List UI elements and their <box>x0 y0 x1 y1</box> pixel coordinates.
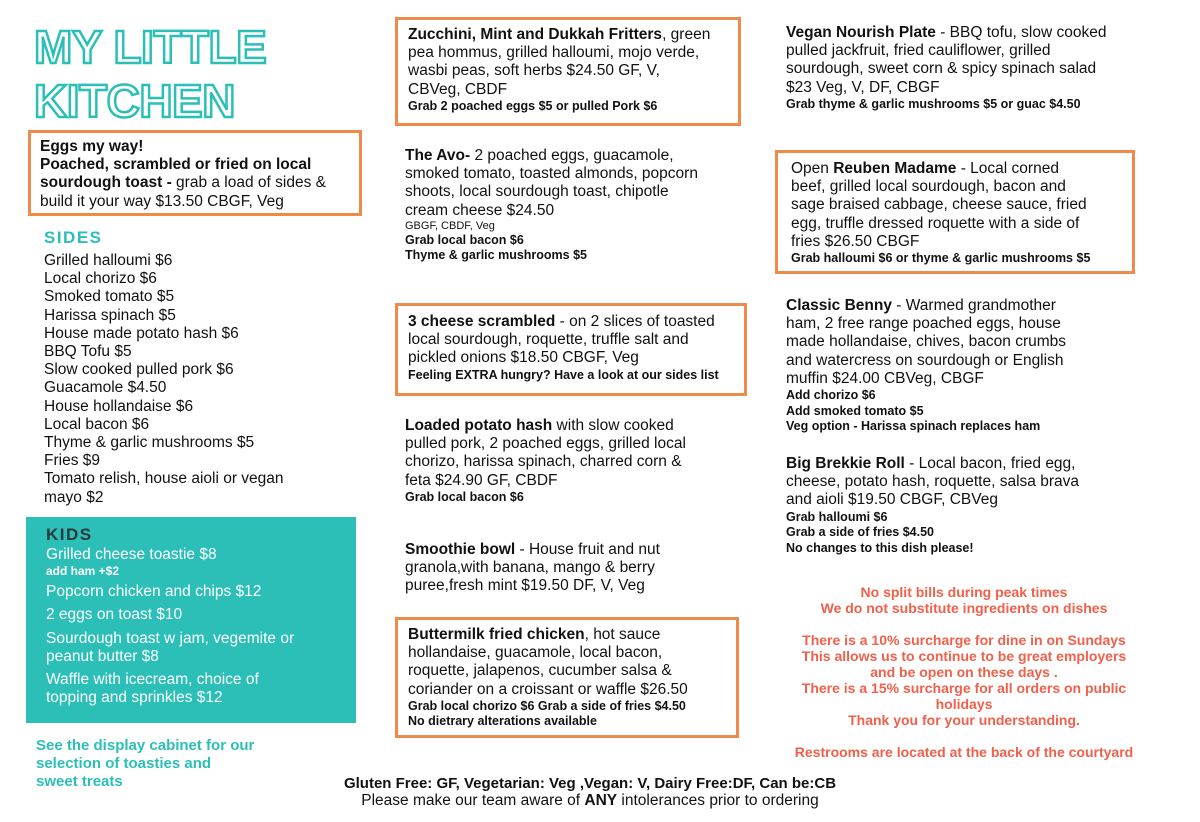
dish-title-line <box>786 24 1166 42</box>
classic-benny-item <box>786 297 1166 435</box>
side-item: Local bacon $6 <box>44 415 150 433</box>
eggs-desc <box>40 174 350 192</box>
side-item: House made potato hash $6 <box>44 324 239 342</box>
dish-title-line <box>405 147 745 165</box>
dish-desc: - Warmed grandmother <box>891 297 1056 314</box>
dish-desc: sage braised cabbage, cheese sauce, fried <box>791 196 1087 214</box>
side-item: Slow cooked pulled pork $6 <box>44 361 234 379</box>
dish-desc: - BBQ tofu, slow cooked <box>935 24 1107 41</box>
side-item: Guacamole $4.50 <box>44 379 167 397</box>
dish-desc: wasbi peas, soft herbs $24.50 GF, V, <box>408 62 660 80</box>
dish-name: Vegan Nourish Plate <box>786 24 936 41</box>
cabinet-line: See the display cabinet for our <box>36 737 255 754</box>
cabinet-line: sweet treats <box>36 773 123 791</box>
legend-text: intolerances prior to ordering <box>617 792 819 809</box>
dish-title-line <box>786 297 1166 315</box>
dish-desc: CBVeg, CBDF <box>408 80 508 98</box>
dish-extra: Feeling EXTRA hungry? Have a look at our sides list <box>408 367 719 382</box>
sides-section <box>44 228 344 507</box>
side-item: Thyme & garlic mushrooms $5 <box>44 434 255 452</box>
legend-key: Gluten Free: GF, Vegetarian: Veg ,Vegan: V, Dairy Free:DF, Can be:CB <box>343 775 837 792</box>
dish-extra: Grab 2 poached eggs $5 or pulled Pork $6 <box>408 98 658 113</box>
dish-desc: egg, truffle dressed roquette with a side of <box>791 214 1080 232</box>
dish-name: Reuben Madame <box>833 160 957 177</box>
dish-desc: - Local corned <box>956 160 1059 177</box>
eggs-rest: grab a load of sides & <box>176 174 326 192</box>
title-line-2: KITCHEN <box>34 75 235 127</box>
dish-desc: local sourdough, roquette, truffle salt and <box>408 331 689 349</box>
dish-title-line <box>405 417 745 435</box>
legend-text: Please make our team aware of <box>361 792 585 809</box>
cabinet-line: selection of toasties and <box>36 755 212 773</box>
dish-desc: , green <box>662 26 711 43</box>
dish-name: The Avo- <box>405 147 471 164</box>
dish-desc: hollandaise, guacamole, local bacon, <box>408 644 663 662</box>
kids-item: topping and sprinkles $12 <box>46 689 223 707</box>
notice-line: We do not substitute ingredients on dishes <box>820 600 1108 616</box>
kids-item: Sourdough toast w jam, vegemite or <box>46 629 295 647</box>
kids-menu-panel <box>26 517 356 723</box>
notice-line: holidays <box>935 696 993 712</box>
dish-extra: Grab halloumi $6 <box>786 509 888 524</box>
dish-desc: 2 poached eggs, guacamole, <box>470 147 674 164</box>
notice-line: No split bills during peak times <box>860 584 1068 600</box>
the-avo-item <box>405 147 745 264</box>
side-item: mayo $2 <box>44 488 104 506</box>
dish-desc: - Local bacon, fried egg, <box>904 455 1076 472</box>
dish-desc: muffin $24.00 CBVeg, CBGF <box>786 369 984 387</box>
dish-extra: Grab local chorizo $6 Grab a side of fries $4.50 <box>408 698 686 713</box>
dish-desc: shoots, local sourdough toast, chipotle <box>405 183 669 201</box>
big-brekkie-roll-item <box>786 455 1166 556</box>
dish-extra: No dietrary alterations available <box>408 714 597 729</box>
dish-desc: pickled onions $18.50 CBGF, Veg <box>408 349 639 367</box>
dish-name: Smoothie bowl <box>405 541 516 558</box>
eggs-subheading: Poached, scrambled or fried on local <box>40 156 312 174</box>
dish-desc: and aioli $19.50 CBGF, CBVeg <box>786 491 998 509</box>
notice-line: and be open on these days . <box>870 664 1058 680</box>
side-item: House hollandaise $6 <box>44 397 194 415</box>
dish-extra: Grab thyme & garlic mushrooms $5 or guac $4.50 <box>786 96 1081 111</box>
dish-extra: Grab local bacon $6 <box>405 232 524 247</box>
dish-name: Big Brekkie Roll <box>786 455 905 472</box>
dish-desc: fries $26.50 CBGF <box>791 232 920 250</box>
dish-name: 3 cheese scrambled <box>408 313 556 330</box>
dish-desc: made hollandaise, chives, bacon crumbs <box>786 333 1067 351</box>
policy-notices <box>770 584 1158 760</box>
notice-line: There is a 15% surcharge for all orders on public <box>801 680 1127 696</box>
dish-desc: with slow cooked <box>552 417 674 434</box>
display-cabinet-note <box>36 737 326 792</box>
dish-name: Classic Benny <box>786 297 892 314</box>
dish-extra: Add smoked tomato $5 <box>786 403 924 418</box>
notice-line: There is a 10% surcharge for dine in on Sundays <box>802 632 1126 648</box>
title-line-1: MY LITTLE <box>34 21 267 73</box>
dish-desc: - on 2 slices of toasted <box>555 313 715 330</box>
vegan-nourish-item <box>786 24 1166 112</box>
eggs-price: build it your way $13.50 CBGF, Veg <box>40 192 284 210</box>
side-item: Fries $9 <box>44 452 100 470</box>
side-item: Tomato relish, house aioli or vegan <box>44 470 284 488</box>
notice-line: Thank you for your understanding. <box>848 712 1080 728</box>
eggs-bold: sourdough toast - <box>40 174 177 192</box>
dish-desc: pulled jackfruit, fried cauliflower, grilled <box>786 42 1051 60</box>
kids-item: peanut butter $8 <box>46 647 159 665</box>
side-item: BBQ Tofu $5 <box>44 343 132 361</box>
dish-desc: - House fruit and nut <box>515 541 660 558</box>
dish-desc: coriander on a croissant or waffle $26.50 <box>408 680 688 698</box>
dish-dietary: GBGF, CBDF, Veg <box>405 219 495 232</box>
side-item: Local chorizo $6 <box>44 270 157 288</box>
smoothie-bowl-item <box>405 541 745 596</box>
buttermilk-chicken-card <box>395 617 739 738</box>
menu-title <box>34 21 267 127</box>
reuben-madame-card <box>775 150 1135 274</box>
dietary-legend <box>300 775 880 810</box>
zucchini-fritters-card <box>395 17 741 126</box>
kids-heading: KIDS <box>46 525 93 544</box>
dish-title-line <box>408 313 734 331</box>
dish-name: Zucchini, Mint and Dukkah Fritters <box>408 26 663 43</box>
side-item: Smoked tomato $5 <box>44 288 175 306</box>
dish-extra: Grab halloumi $6 or thyme & garlic mushrooms $5 <box>791 251 1091 266</box>
dish-desc: sourdough, sweet corn & spicy spinach salad <box>786 60 1097 78</box>
dish-desc: smoked tomato, toasted almonds, popcorn <box>405 165 698 183</box>
dish-desc: cheese, potato hash, roquette, salsa brava <box>786 473 1079 491</box>
kids-item: Waffle with icecream, choice of <box>46 671 259 689</box>
dish-title-line <box>786 455 1166 473</box>
eggs-heading: Eggs my way! <box>40 138 144 155</box>
dish-extra: Thyme & garlic mushrooms $5 <box>405 248 588 263</box>
kids-item: 2 eggs on toast $10 <box>46 606 183 624</box>
dish-extra: No changes to this dish please! <box>786 540 974 555</box>
restrooms-notice: Restrooms are located at the back of the courtyard <box>794 744 1134 760</box>
dish-title-line <box>408 626 726 644</box>
kids-item: Grilled cheese toastie $8 <box>46 546 217 563</box>
dish-desc: pulled pork, 2 poached eggs, grilled local <box>405 435 686 453</box>
legend-intolerance-note <box>300 792 880 810</box>
dish-desc: beef, grilled local sourdough, bacon and <box>791 178 1066 196</box>
dish-title-line <box>405 541 745 559</box>
dish-desc: $23 Veg, V, DF, CBGF <box>786 78 940 96</box>
dish-extra: Add chorizo $6 <box>786 388 876 403</box>
kids-item: Popcorn chicken and chips $12 <box>46 583 262 601</box>
kids-item-note: add ham +$2 <box>46 564 120 579</box>
dish-title-line <box>408 26 728 44</box>
dish-desc: roquette, jalapenos, cucumber salsa & <box>408 662 672 680</box>
side-item: Grilled halloumi $6 <box>44 252 173 269</box>
dish-prefix: Open <box>791 160 834 177</box>
dish-desc: puree,fresh mint $19.50 DF, V, Veg <box>405 577 645 595</box>
side-item: Harissa spinach $5 <box>44 306 176 324</box>
dish-extra: Grab a side of fries $4.50 <box>786 525 934 540</box>
dish-desc: , hot sauce <box>584 626 661 643</box>
dish-name: Buttermilk fried chicken <box>408 626 585 643</box>
dish-desc: feta $24.90 GF, CBDF <box>405 471 558 489</box>
eggs-my-way-card <box>28 130 362 216</box>
dish-desc: ham, 2 free range poached eggs, house <box>786 315 1061 333</box>
dish-name: Loaded potato hash <box>405 417 553 434</box>
dish-extra: Grab local bacon $6 <box>405 489 524 504</box>
dish-desc: chorizo, harissa spinach, charred corn & <box>405 453 682 471</box>
dish-desc: pea hommus, grilled halloumi, mojo verde, <box>408 44 700 62</box>
dish-desc: and watercress on sourdough or English <box>786 351 1064 369</box>
sides-list <box>44 252 344 507</box>
dish-desc: cream cheese $24.50 <box>405 201 555 219</box>
cheese-scrambled-card <box>395 303 747 396</box>
dish-extra: Veg option - Harissa spinach replaces ham <box>786 419 1041 434</box>
notice-line: This allows us to continue to be great employers <box>801 648 1127 664</box>
sides-heading: SIDES <box>44 228 103 247</box>
legend-emphasis: ANY <box>584 792 618 809</box>
dish-desc: granola,with banana, mango & berry <box>405 559 655 577</box>
loaded-potato-hash-item <box>405 417 745 505</box>
dish-title-line <box>791 160 1119 178</box>
